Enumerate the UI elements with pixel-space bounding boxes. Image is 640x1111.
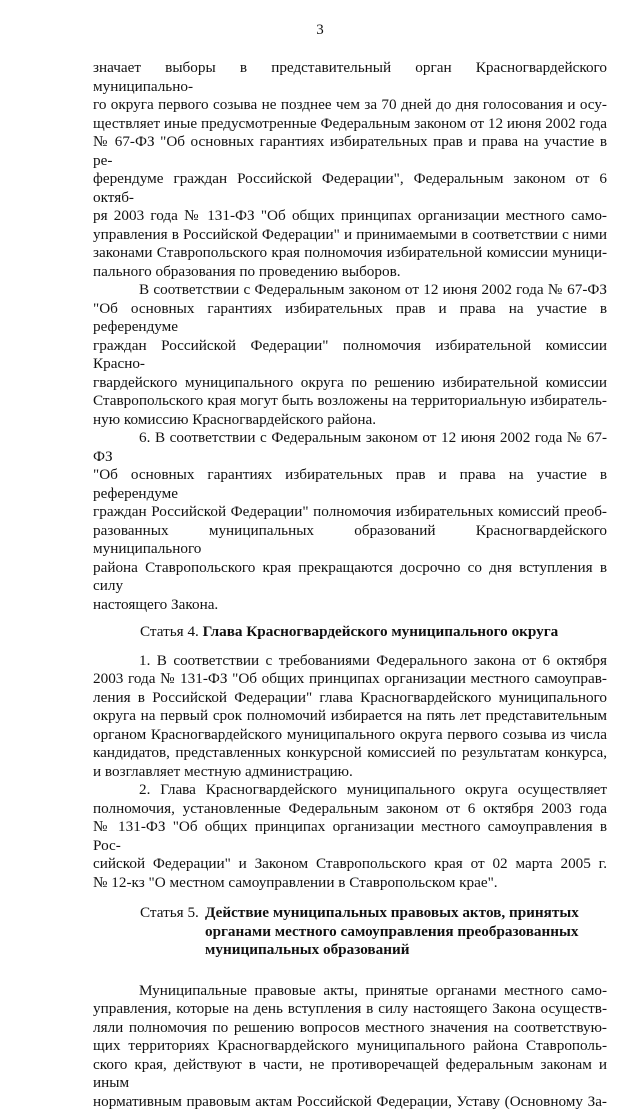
text-line: граждан Российской Федерации" полномочия избирательных комиссий преоб- xyxy=(93,503,607,522)
text-line: пального образования по проведению выборов. xyxy=(93,263,607,282)
text-line: разованных муниципальных образований Красногвардейского муниципального xyxy=(93,522,607,559)
text-line: ления в Российской Федерации" глава Красногвардейского муниципального xyxy=(93,689,607,708)
text-line: Муниципальные правовые акты, принятые органами местного само- xyxy=(93,982,607,1001)
text-line: кандидатов, представленных конкурсной комиссией по результатам конкурса, xyxy=(93,744,607,763)
text-line: и возглавляет местную администрацию. xyxy=(93,763,607,782)
text-line: гвардейского муниципального округа по решению избирательной комиссии xyxy=(93,374,607,393)
paragraph-article-4-item-1 xyxy=(93,652,607,782)
text-line: щих территориях Красногвардейского муниципального района Ставрополь- xyxy=(93,1037,607,1056)
text-line: "Об основных гарантиях избирательных прав и права на участие в референдуме xyxy=(93,300,607,337)
article-title-line: муниципальных образований xyxy=(205,941,607,960)
article-title: Глава Красногвардейского муниципального округа xyxy=(203,623,559,640)
text-line: 1. В соответствии с требованиями Федерального закона от 6 октября xyxy=(93,652,607,671)
text-line: ную комиссию Красногвардейского района. xyxy=(93,411,607,430)
text-line: 6. В соответствии с Федеральным законом от 12 июня 2002 года № 67-ФЗ xyxy=(93,429,607,466)
text-line: 2. Глава Красногвардейского муниципального округа осуществляет xyxy=(93,781,607,800)
text-line: ферендуме граждан Российской Федерации", Федеральным законом от 6 октяб- xyxy=(93,170,607,207)
text-line: сийской Федерации" и Законом Ставропольского края от 02 марта 2005 г. xyxy=(93,855,607,874)
paragraph-article-5 xyxy=(93,982,607,1111)
article-label: Статья 4. xyxy=(140,623,199,640)
text-line: настоящего Закона. xyxy=(93,596,607,615)
text-line: "Об основных гарантиях избирательных прав и права на участие в референдуме xyxy=(93,466,607,503)
text-line: органом Красногвардейского муниципального округа первого созыва из числа xyxy=(93,726,607,745)
text-line: значает выборы в представительный орган Красногвардейского муниципально- xyxy=(93,59,607,96)
article-label: Статья 5. xyxy=(140,904,205,923)
paragraph-territorial-commission xyxy=(93,281,607,429)
text-line: В соответствии с Федеральным законом от 12 июня 2002 года № 67-ФЗ xyxy=(93,281,607,300)
text-line: граждан Российской Федерации" полномочия избирательной комиссии Красно- xyxy=(93,337,607,374)
text-line: управления, которые на день вступления в силу настоящего Закона осуществ- xyxy=(93,1000,607,1019)
text-line: ществляет иные предусмотренные Федеральным законом от 12 июня 2002 года xyxy=(93,115,607,134)
article-title-line: органами местного самоуправления преобразованных xyxy=(205,923,607,942)
document-body xyxy=(93,59,607,1111)
text-line: Ставропольского края могут быть возложены на территориальную избиратель- xyxy=(93,392,607,411)
text-line: ляли полномочия по решению вопросов местного значения на соответствую- xyxy=(93,1019,607,1038)
text-line: № 12-кз "О местном самоуправлении в Ставропольском крае". xyxy=(93,874,607,893)
text-line: го округа первого созыва не позднее чем за 70 дней до дня голосования и осу- xyxy=(93,96,607,115)
text-line: 2003 года № 131-ФЗ "Об общих принципах организации местного самоуправ- xyxy=(93,670,607,689)
article-4-heading xyxy=(93,623,607,642)
text-line: № 131-ФЗ "Об общих принципах организации местного самоуправления в Рос- xyxy=(93,818,607,855)
page-number: 3 xyxy=(0,21,640,39)
article-title-line: Действие муниципальных правовых актов, принятых xyxy=(205,904,579,923)
text-line: законами Ставропольского края полномочия избирательной комиссии муници- xyxy=(93,244,607,263)
text-line: нормативным правовым актам Российской Федерации, Уставу (Основному За- xyxy=(93,1093,607,1111)
text-line: ского края, действуют в части, не противоречащей федеральным законам и иным xyxy=(93,1056,607,1093)
article-5-heading xyxy=(93,904,607,960)
text-line: № 67-ФЗ "Об основных гарантиях избирательных прав и права на участие в ре- xyxy=(93,133,607,170)
paragraph-item-6 xyxy=(93,429,607,614)
paragraph-election-commission-powers xyxy=(93,59,607,281)
paragraph-article-4-item-2 xyxy=(93,781,607,892)
text-line: ря 2003 года № 131-ФЗ "Об общих принципах организации местного само- xyxy=(93,207,607,226)
text-line: управления в Российской Федерации" и принимаемыми в соответствии с ними xyxy=(93,226,607,245)
text-line: округа на первый срок полномочий избирается на пять лет представительным xyxy=(93,707,607,726)
text-line: полномочия, установленные Федеральным законом от 6 октября 2003 года xyxy=(93,800,607,819)
text-line: района Ставропольского края прекращаются досрочно со дня вступления в силу xyxy=(93,559,607,596)
